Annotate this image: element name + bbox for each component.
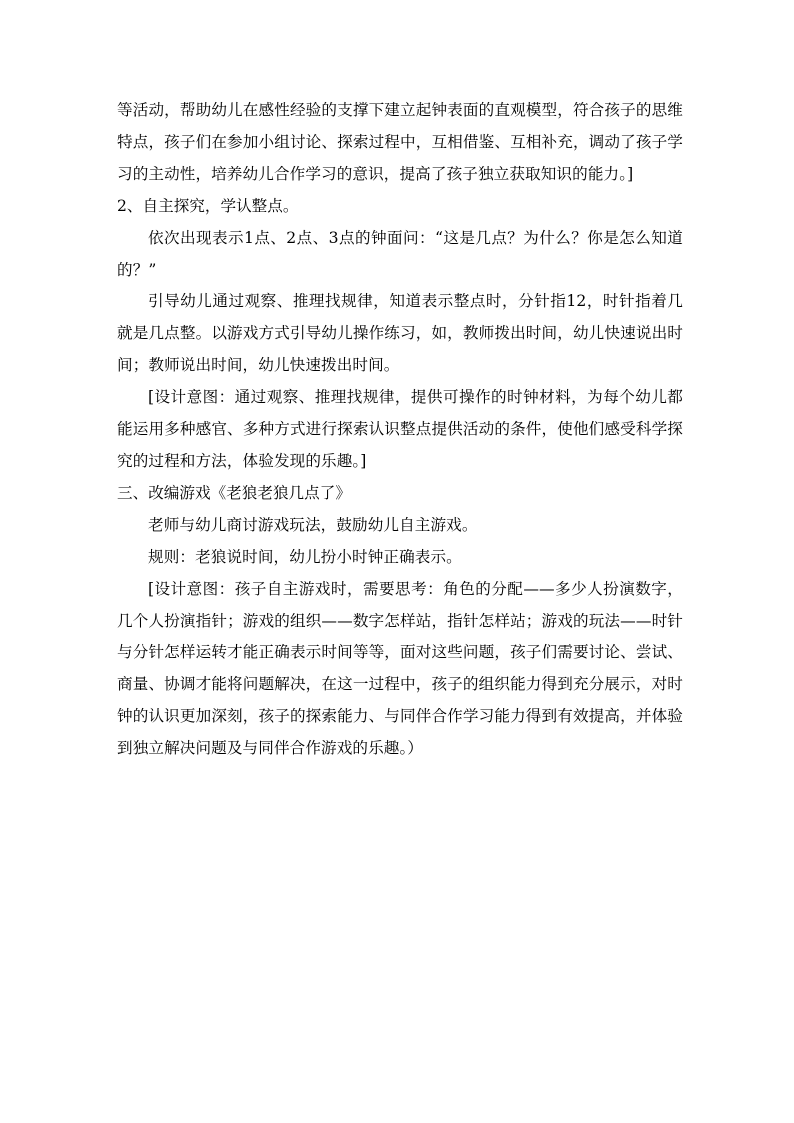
document-body <box>117 95 683 765</box>
paragraph-intro-continued: 等活动，帮助幼儿在感性经验的支撑下建立起钟表面的直观模型，符合孩子的思维特点，孩子们在参加小组讨论、探索过程中，互相借鉴、互相补充，调动了孩子学习的主动性，培养幼儿合作学习的意识，提高了孩子独立获取知识的能力。] <box>117 101 683 183</box>
paragraph-game-discussion: 老师与幼儿商讨游戏玩法，鼓励幼儿自主游戏。 <box>148 515 478 534</box>
section-heading-self-exploration: 2、自主探究，学认整点。 <box>117 196 299 215</box>
paragraph-game-rules: 规则：老狼说时间，幼儿扮小时钟正确表示。 <box>148 547 462 566</box>
section-heading-game: 三、改编游戏《老狼老狼几点了》 <box>117 483 351 502</box>
paragraph-guide-observation: 引导幼儿通过观察、推理找规律，知道表示整点时，分针指12，时针指着几就是几点整。以游戏方式引导幼儿操作练习，如，教师拨出时间，幼儿快速说出时间；教师说出时间，幼儿快速拨出时间。 <box>117 292 683 375</box>
paragraph-design-intent-2: [设计意图：孩子自主游戏时，需要思考：角色的分配——多少人扮演数字，几个人扮演指针；游戏的组织——数字怎样站，指针怎样站；游戏的玩法——时针与分针怎样运转才能正确表示时间等等，面对这些问题，孩子们需要讨论、尝试、商量、协调才能将问题解决，在这一过程中，孩子的组织能力得到充分展示，对时钟的认识更加深刻，孩子的探索能力、与同伴合作学习能力得到有效提高，并体验到独立解决问题及与同伴合作游戏的乐趣。） <box>117 579 683 758</box>
paragraph-clock-question: 依次出现表示1点、2点、3点的钟面问：“这是几点？为什么？你是怎么知道的？” <box>117 228 683 279</box>
paragraph-design-intent-1: [设计意图：通过观察、推理找规律，提供可操作的时钟材料，为每个幼儿都能运用多种感官、多种方式进行探索认识整点提供活动的条件，使他们感受科学探究的过程和方法，体验发现的乐趣。] <box>117 388 683 470</box>
